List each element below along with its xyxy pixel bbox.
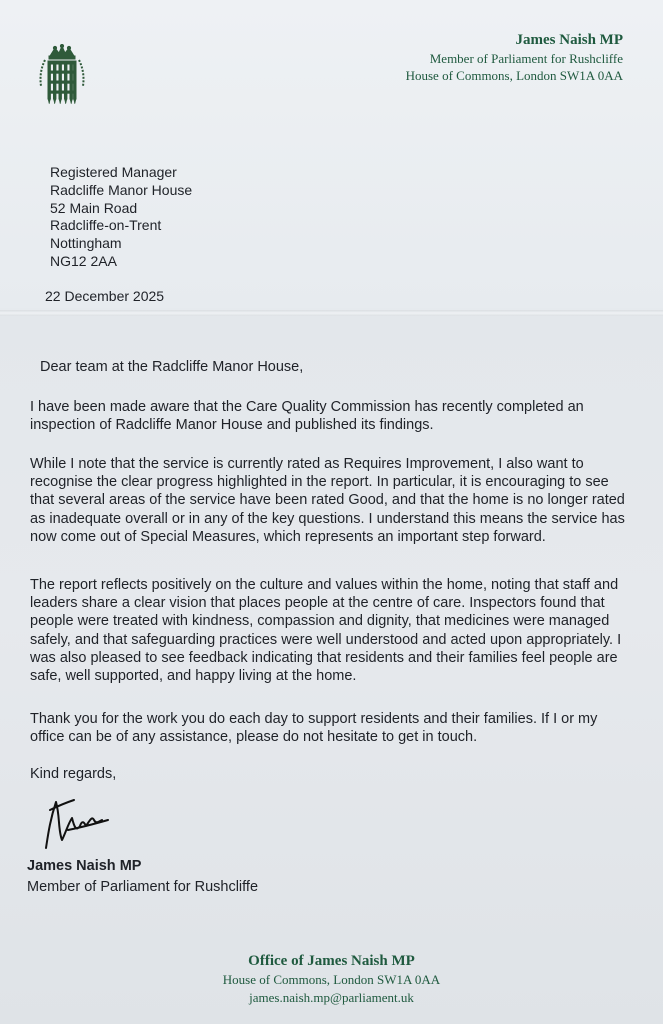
address-line: Registered Manager xyxy=(50,164,177,180)
portcullis-icon xyxy=(33,44,91,106)
address-line: 52 Main Road xyxy=(50,199,138,216)
mp-name: James Naish MP xyxy=(515,32,623,48)
signatory-name: James Naish MP xyxy=(27,858,142,874)
letterhead xyxy=(406,30,623,84)
salutation: Dear team at the Radcliffe Manor House, xyxy=(40,359,304,375)
address-line: Radcliffe Manor House xyxy=(50,181,193,198)
closing: Kind regards, xyxy=(30,766,117,782)
mp-address: House of Commons, London SW1A 0AA xyxy=(405,68,623,83)
letter-footer xyxy=(0,952,663,1007)
address-line: Nottingham xyxy=(50,235,122,252)
paper-fold xyxy=(0,310,663,316)
recipient-address xyxy=(50,164,192,271)
footer-address: House of Commons, London SW1A 0AA xyxy=(222,972,441,987)
signatory-title: Member of Parliament for Rushcliffe xyxy=(27,879,259,895)
body-paragraph: The report reflects positively on the culture and values within the home, noting that staff and leaders share a clear vision that places people at the centre of care. Inspectors found that people were treated with kindness, compassion and dignity, that medicines were managed safely, and that safeguarding practices were well understood and acted upon appropriately. I was also pleased to see feedback indicating that residents and their families feel people are safe, well supported, and happy living at the home. xyxy=(30,577,622,685)
body-paragraph: While I note that the service is currently rated as Requires Improvement, I also want to recognise the clear progress highlighted in the report. In particular, it is encouraging to see that several areas of the service have been rated Good, and that the home is no longer rated as inadequate overall or in any of the key questions. I understand this means the service has now come out of Special Measures, which represents an important step forward. xyxy=(30,456,625,545)
letter-date: 22 December 2025 xyxy=(45,288,165,304)
body-paragraph: Thank you for the work you do each day to support residents and their families. If I or my office can be of any assistance, please do not hesitate to get in touch. xyxy=(30,711,598,746)
body-paragraph: I have been made aware that the Care Quality Commission has recently completed an inspection of Radcliffe Manor House and published its findings. xyxy=(30,399,584,434)
signature-image xyxy=(38,790,118,854)
footer-office: Office of James Naish MP xyxy=(248,953,415,969)
mp-role: Member of Parliament for Rushcliffe xyxy=(429,51,623,66)
address-line: NG12 2AA xyxy=(50,252,117,269)
address-line: Radcliffe-on-Trent xyxy=(50,217,162,234)
footer-email[interactable]: james.naish.mp@parliament.uk xyxy=(249,990,414,1005)
